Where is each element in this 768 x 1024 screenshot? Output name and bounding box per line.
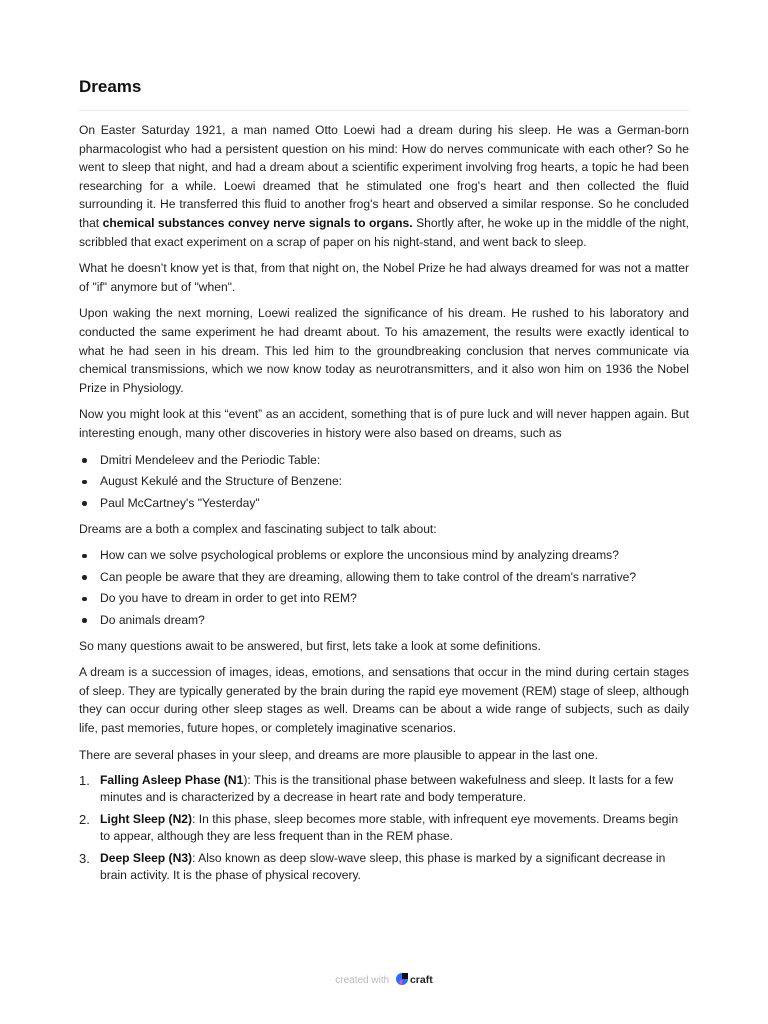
footer-created-with[interactable]: [0, 972, 768, 986]
phase-title: Light Sleep (N2): [100, 812, 193, 827]
list-item-text: Do animals dream?: [100, 612, 205, 627]
phase-text: : In this phase, sleep becomes more stable, with infrequent eye movements. Dreams begin to appear, although they are less frequent than in the REM phase.: [100, 812, 679, 844]
discoveries-list: [79, 451, 689, 512]
footer-brand: craft: [409, 974, 433, 986]
document-body: [79, 72, 689, 889]
paragraph-waking: Upon waking the next morning, Loewi realized the significance of his dream. He rushed to his laboratory and conducted the same experiment he had dreamt about. To his amazement, the results were exactly identical to what he had seen in his dream. This led him to the groundbreaking conclusion that nerves communicate via chemical transmissions, which we now know today as neurotransmitters, and it also won him on 1936 the Nobel Prize in Physiology.: [79, 306, 689, 395]
bullet-icon: [82, 618, 87, 623]
paragraph-intro-text-end: Shortly after, he woke up in the middle of the night, scribbled that exact experiment on a scrap of paper on his night-stand, and went back to sleep.: [79, 215, 689, 249]
title-divider: [79, 110, 689, 111]
sleep-phases-list: [79, 772, 689, 884]
list-item-text: Do you have to dream in order to get into REM?: [100, 591, 357, 606]
questions-list: [79, 546, 689, 629]
paragraph-nobel: What he doesn’t know yet is that, from that night on, the Nobel Prize he had always dreamed for was not a matter of "if" anymore but of "when".: [79, 261, 689, 294]
list-number: 3.: [79, 851, 90, 867]
list-item-text: Dmitri Mendeleev and the Periodic Table:: [100, 452, 321, 467]
phase-title: Deep Sleep (N3): [100, 851, 193, 866]
list-number: 1.: [79, 773, 90, 789]
footer-label: created with: [335, 975, 390, 986]
phase-text: ): This is the transitional phase between wakefulness and sleep. It lasts for a few minutes and is characterized by a decrease in heart rate and body temperature.: [100, 773, 674, 805]
list-item: [79, 611, 689, 629]
paragraph-intro-bold: chemical substances convey nerve signals to organs.: [102, 215, 413, 230]
list-item: [79, 546, 689, 564]
list-item: [79, 568, 689, 586]
page-title: Dreams: [79, 77, 142, 96]
list-item: [79, 472, 689, 490]
paragraph-intro: [79, 121, 689, 251]
list-item: [79, 494, 689, 512]
list-item: [79, 451, 689, 469]
bullet-icon: [82, 554, 87, 559]
phase-title: Falling Asleep Phase (N1: [100, 773, 244, 788]
paragraph-phases-intro: There are several phases in your sleep, and dreams are more plausible to appear in the last one.: [79, 747, 598, 762]
list-item-text: How can we solve psychological problems or explore the unconsious mind by analyzing dreams?: [100, 548, 619, 563]
list-item: [79, 811, 689, 845]
list-item-text: Can people be aware that they are dreaming, allowing them to take control of the dream's narrative?: [100, 569, 637, 584]
paragraph-questions-await: So many questions await to be answered, but first, lets take a look at some definitions.: [79, 638, 541, 653]
list-item: [79, 589, 689, 607]
list-number: 2.: [79, 812, 90, 828]
paragraph-subject: Dreams are a both a complex and fascinating subject to talk about:: [79, 521, 437, 536]
list-item-text: August Kekulé and the Structure of Benzene:: [100, 474, 343, 488]
paragraph-definition: A dream is a succession of images, ideas, emotions, and sensations that occur in the mind during certain stages of sleep. They are typically generated by the brain during the rapid eye movement (REM) stage of sleep, although they can occur during other sleep stages as well. Dreams can be about a wide range of subjects, such as daily life, past memories, future hopes, or completely imaginative scenarios.: [79, 665, 689, 735]
list-item: [79, 772, 689, 806]
bullet-icon: [82, 480, 87, 485]
bullet-icon: [82, 597, 87, 602]
paragraph-intro-text: On Easter Saturday 1921, a man named Otto Loewi had a dream during his sleep. He was a German-born pharmacologist who had a persistent question on his mind: How do nerves communicate with each other? So he went to sleep that night, and had a dream about a scientific experiment involving frog hearts, a topic he had been researching for a while. Loewi dreamed that he stimulated one frog's heart and then collected the fluid surrounding it. He transferred this fluid to another frog's heart and observed a similar response. So he concluded that: [79, 123, 689, 230]
bullet-icon: [82, 458, 87, 463]
paragraph-event: Now you might look at this “event” as an accident, something that is of pure luck and will never happen again. But interesting enough, many other discoveries in history were also based on dreams, such as: [79, 407, 689, 440]
bullet-icon: [82, 501, 87, 506]
list-item-text: Paul McCartney's "Yesterday": [100, 495, 260, 510]
list-item: [79, 850, 689, 884]
bullet-icon: [82, 575, 87, 580]
craft-logo-icon: [392, 975, 410, 986]
phase-text: : Also known as deep slow-wave sleep, this phase is marked by a significant decrease in brain activity. It is the phase of physical recovery.: [100, 851, 666, 883]
